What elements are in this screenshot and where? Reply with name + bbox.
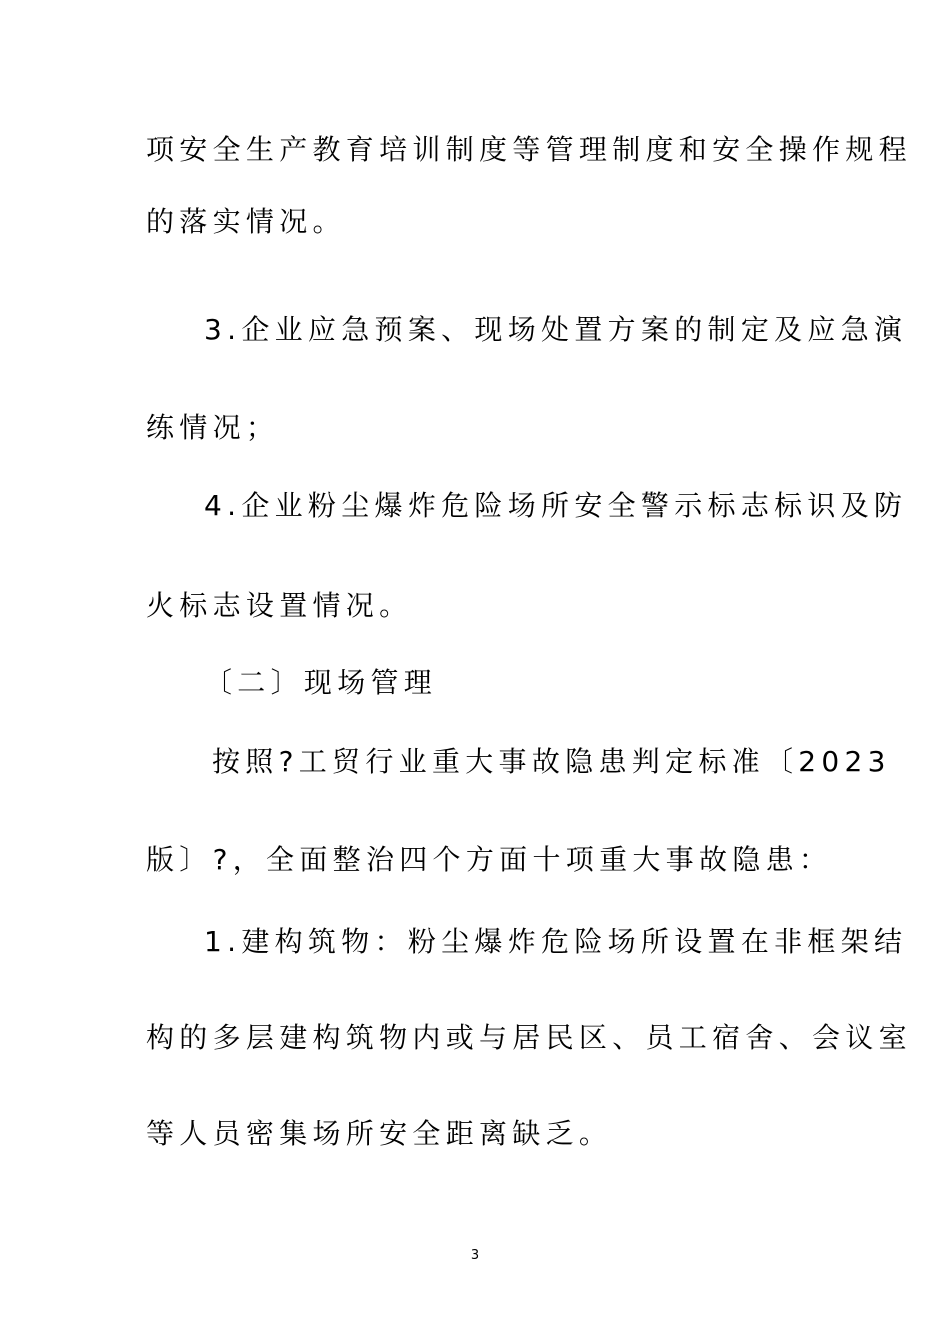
text-line: 练情况； [146,411,280,444]
text-line: 1.建构筑物：粉尘爆炸危险场所设置在非框架结 [204,925,908,958]
text-line: 4.企业粉尘爆炸危险场所安全警示标志标识及防 [204,489,908,522]
text-line: 等人员密集场所安全距离缺乏。 [146,1117,613,1150]
text-line: 版〕?，全面整治四个方面十项重大事故隐患： [146,843,833,876]
text-line: 火标志设置情况。 [146,589,413,622]
text-line: 3.企业应急预案、现场处置方案的制定及应急演 [204,313,908,346]
text-line: 按照?工贸行业重大事故隐患判定标准〔2023 [212,745,891,778]
text-line: 的落实情况。 [146,205,346,238]
text-line: 项安全生产教育培训制度等管理制度和安全操作规程 [146,133,912,166]
page-number: 3 [470,1248,480,1263]
section-heading: 〔二〕现场管理 [204,666,438,699]
text-line: 构的多层建构筑物内或与居民区、员工宿舍、会议室 [146,1021,912,1054]
